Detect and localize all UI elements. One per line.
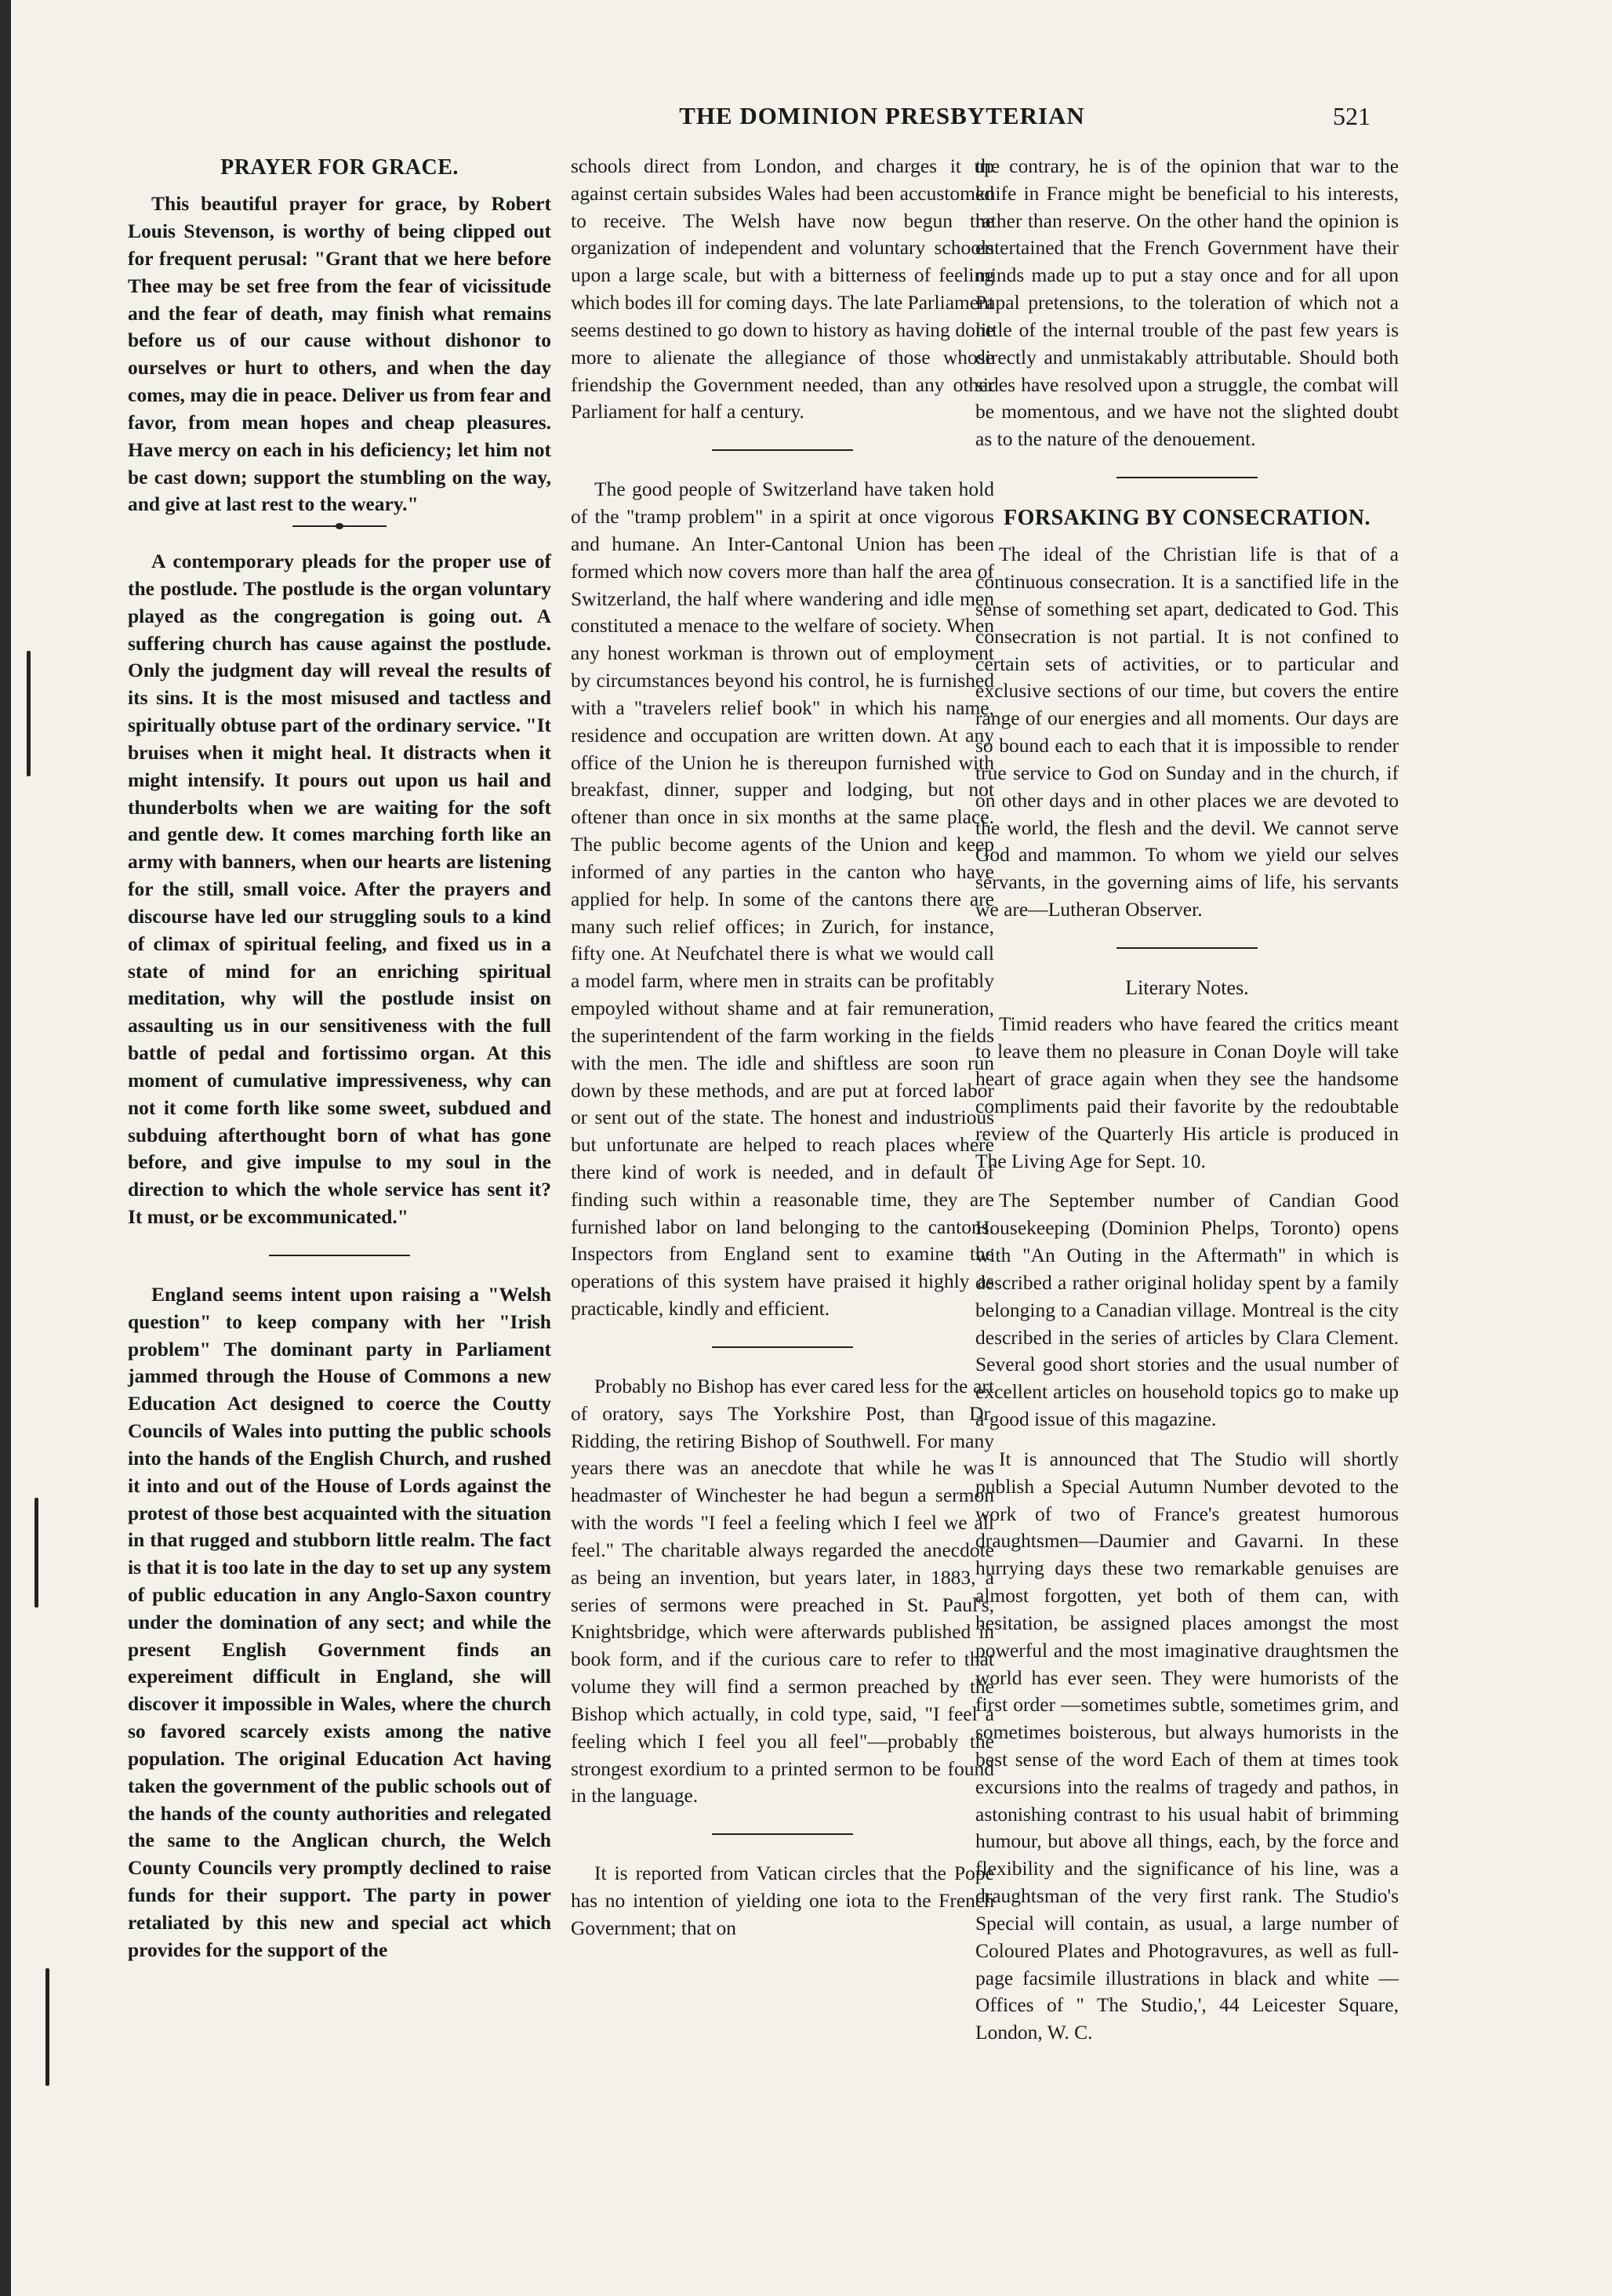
running-head: THE DOMINION PRESBYTERIAN <box>679 102 1085 129</box>
article-paragraph: The good people of Switzerland have taken hold of the "tramp problem" in a spirit at once vigorous and humane. An Inter-Cantonal Union has been formed which now covers more than half the area of Switzerland, the half where wandering and idle men constituted a menace to the welfare of society. When any honest workman is thrown out of employment by circumstances beyond his control, he is furnished with a "travelers relief book" in which his name, residence and occupation are written down. At any office of the Union he is thereupon furnished with breakfast, dinner, supper and lodging, but not oftener than once in six months at the same place. The public become agents of the Union and keep informed of any parties in the canton who have applied for help. In some of the cantons there are many such relief offices; in Zurich, for instance, fifty one. At Neufchatel there is what we would call a model farm, where men in straits can be profitably empoyled without shame and at fair remuneration, the superintendent of the farm working in the fields with the men. The idle and shiftless are soon run down by these methods, and are put at forced labor or sent out of the state. The honest and industrious but unfortunate are helped to reach places where there kind of work is needed, and in default of finding such within a reasonable time, they are furnished labor on land belonging to the cantons. Inspectors from England sent to examine the operations of this system have praised it highly as practicable, kindly and efficient. <box>571 478 994 1321</box>
section-divider <box>712 449 853 451</box>
article-paragraph: the contrary, he is of the opinion that war to the knife in France might be beneficial to his interests, rather than reserve. On the other hand the opinion is entertained that the French Government have their minds made up to put a stay once and for all upon Papal pretensions, to the toleration of which not a little of the internal trouble of the past few years is directly and unmistakably attributable. Should both sides have resolved upon a struggle, the combat will be momentous, and we have not the slighted doubt as to the nature of the denouement. <box>975 154 1399 451</box>
margin-mark <box>45 1968 49 2086</box>
section-divider <box>269 1255 410 1256</box>
section-divider <box>1116 477 1258 478</box>
section-divider <box>712 1346 853 1348</box>
section-divider <box>1116 947 1258 949</box>
article-paragraph: Timid readers who have feared the critics meant to leave them no pleasure in Conan Doyle will take heart of grace again when they see the handsome compliments paid their favorite by the redoubtable review of the Quarterly His article is produced in The Living Age for Sept. 10. <box>975 1012 1399 1172</box>
column-2 <box>571 153 994 1942</box>
margin-mark <box>27 651 31 776</box>
section-divider <box>712 1833 853 1835</box>
article-paragraph: schools direct from London, and charges it up against certain subsides Wales had been accustomed to receive. The Welsh have now begun the organization of independent and voluntary schools upon a large scale, but with a bitterness of feeling which bodes ill for coming days. The late Parliament seems destined to go down to history as having done more to alienate the allegiance of those whose friendship the Government needed, than any other Parliament for half a century. <box>571 154 994 423</box>
article-paragraph: This beautiful prayer for grace, by Robert Louis Stevenson, is worthy of being clipped out for frequent perusal: "Grant that we here before Thee may be set free from the fear of vicissitude and the fear of death, may finish what remains before us of our cause without dishonor to ourselves or hurt to others, and when the day comes, may die in peace. Deliver us from fear and favor, from mean hopes and cheap pleasures. Have mercy on each in his deficiency; let him not be cast down; support the stumbling on the way, and give at last rest to the weary." <box>128 192 551 516</box>
column-3 <box>975 153 1399 2047</box>
article-paragraph: The ideal of the Christian life is that of a continuous consecration. It is a sanctified life in the sense of something set apart, dedicated to God. This consecration is not partial. It is not confined to certain sets of activities, or to particular and exclusive sections of our time, but covers the entire range of our energies and all moments. Our days are so bound each to each that it is impossible to render true service to God on Sunday and in the church, if on other days and in other places we are devoted to the world, the flesh and the devil. We cannot serve God and mammon. To whom we yield our selves servants, in the governing aims of life, his servants we are—Lutheran Observer. <box>975 543 1399 921</box>
article-paragraph: The September number of Candian Good Housekeeping (Dominion Phelps, Toronto) opens with "An Outing in the Aftermath" in which is described a rather original holiday spent by a family belonging to a Canadian village. Montreal is the city described in the series of articles by Clara Clement. Several good short stories and the usual number of excellent articles on household topics go to make up a good issue of this magazine. <box>975 1189 1399 1431</box>
section-heading: Literary Notes. <box>1125 975 1249 999</box>
article-title: PRAYER FOR GRACE. <box>220 155 459 180</box>
article-title: FORSAKING BY CONSECRATION. <box>1003 506 1371 531</box>
article-paragraph: It is reported from Vatican circles that the Pope has no intention of yielding one iota to the French Government; that on <box>571 1862 994 1939</box>
article-paragraph: Probably no Bishop has ever cared less for the art of oratory, says The Yorkshire Post, than Dr. Ridding, the retiring Bishop of Southwell. For many years there was an anecdote that while he was headmaster of Winchester he had begun a sermon with the words "I feel a feeling which I feel we all feel." The charitable always regarded the anecdote as being an invention, but years later, in 1883, a series of sermons were preached in St. Paul's, Knightsbridge, which were afterwards published in book form, and if the curious care to refer to that volume they will find a sermon preached by the Bishop which actually, in cold type, said, "I feel a feeling which I feel you all feel"—probably the strongest exordium to a printed sermon to be found in the language. <box>571 1374 994 1807</box>
margin-mark <box>34 1498 38 1608</box>
column-1 <box>128 153 551 1964</box>
article-paragraph: It is announced that The Studio will shortly publish a Special Autumn Number devoted to the work of two of France's greatest humorous draughtsmen—Daumier and Gavarni. In these hurrying days these two remarkable genuises are almost forgotten, yet both of them can, with hesitation, be assigned places amongst the most powerful and the most imaginative draughtsmen the world has ever seen. They were humorists of the first order —sometimes subtle, sometimes grim, and sometimes boisterous, but always humorists in the best sense of the word Each of them at times took excursions into the realms of tragedy and pathos, in astonishing contrast to his usual habit of brimming humour, but above all things, each, by the force and flexibility and the significance of his line, was a draughtsman of the very first rank. The Studio's Special will contain, as usual, a large number of Coloured Plates and Photogravures, as well as full-page facsimile illustrations in black and white — Offices of " The Studio,', 44 Leicester Square, London, W. C. <box>975 1447 1399 2044</box>
article-paragraph: England seems intent upon raising a "Welsh question" to keep company with her "Irish problem" The dominant party in Parliament jammed through the House of Commons a new Education Act designed to coerce the Coutty Councils of Wales into putting the public schools into the hands of the English Church, and rushed it into and out of the House of Lords against the protest of those best acquainted with the situation in that rugged and stubborn little realm. The fact is that it is too late in the day to set up any system of public education in any Anglo-Saxon country under the domination of any sect; and while the present English Government finds an expereiment difficult in England, she will discover it impossible in Wales, where the church so favored scarcely exists among the native population. The original Education Act having taken the government of the public schools out of the hands of the county authorities and relegated the same to the Anglican church, the Welch County Councils very promptly declined to raise funds for their support. The party in power retaliated by this new and special act which provides for the support of the <box>128 1282 552 1961</box>
page-number: 521 <box>1333 102 1371 130</box>
section-divider <box>292 523 387 529</box>
page-edge <box>0 0 11 2296</box>
article-paragraph: A contemporary pleads for the proper use of the postlude. The postlude is the organ voluntary played as the congregation is going out. A suffering church has cause against the postlude. Only the judgment day will reveal the results of its sins. It is the most misused and tactless and spiritually obtuse part of the ordinary service. "It bruises when it might heal. It distracts when it might intensify. It pours out upon us hail and thunderbolts when we are waiting for the soft and gentle dew. It comes marching forth like an army with banners, when our hearts are listening for the still, small voice. After the prayers and discourse have led our struggling souls to a kind of climax of spiritual feeling, and fixed us in a state of mind for an enriching spiritual meditation, why will the postlude insist on assaulting us in our sensitiveness with the full battle of pedal and fortissimo organ. At this moment of cumulative impressiveness, why can not it come forth like some sweet, subdued and subduing afterthought born of what has gone before, and give impulse to my soul in the direction to which the whole service has sent it? It must, or be excommunicated." <box>128 550 551 1229</box>
